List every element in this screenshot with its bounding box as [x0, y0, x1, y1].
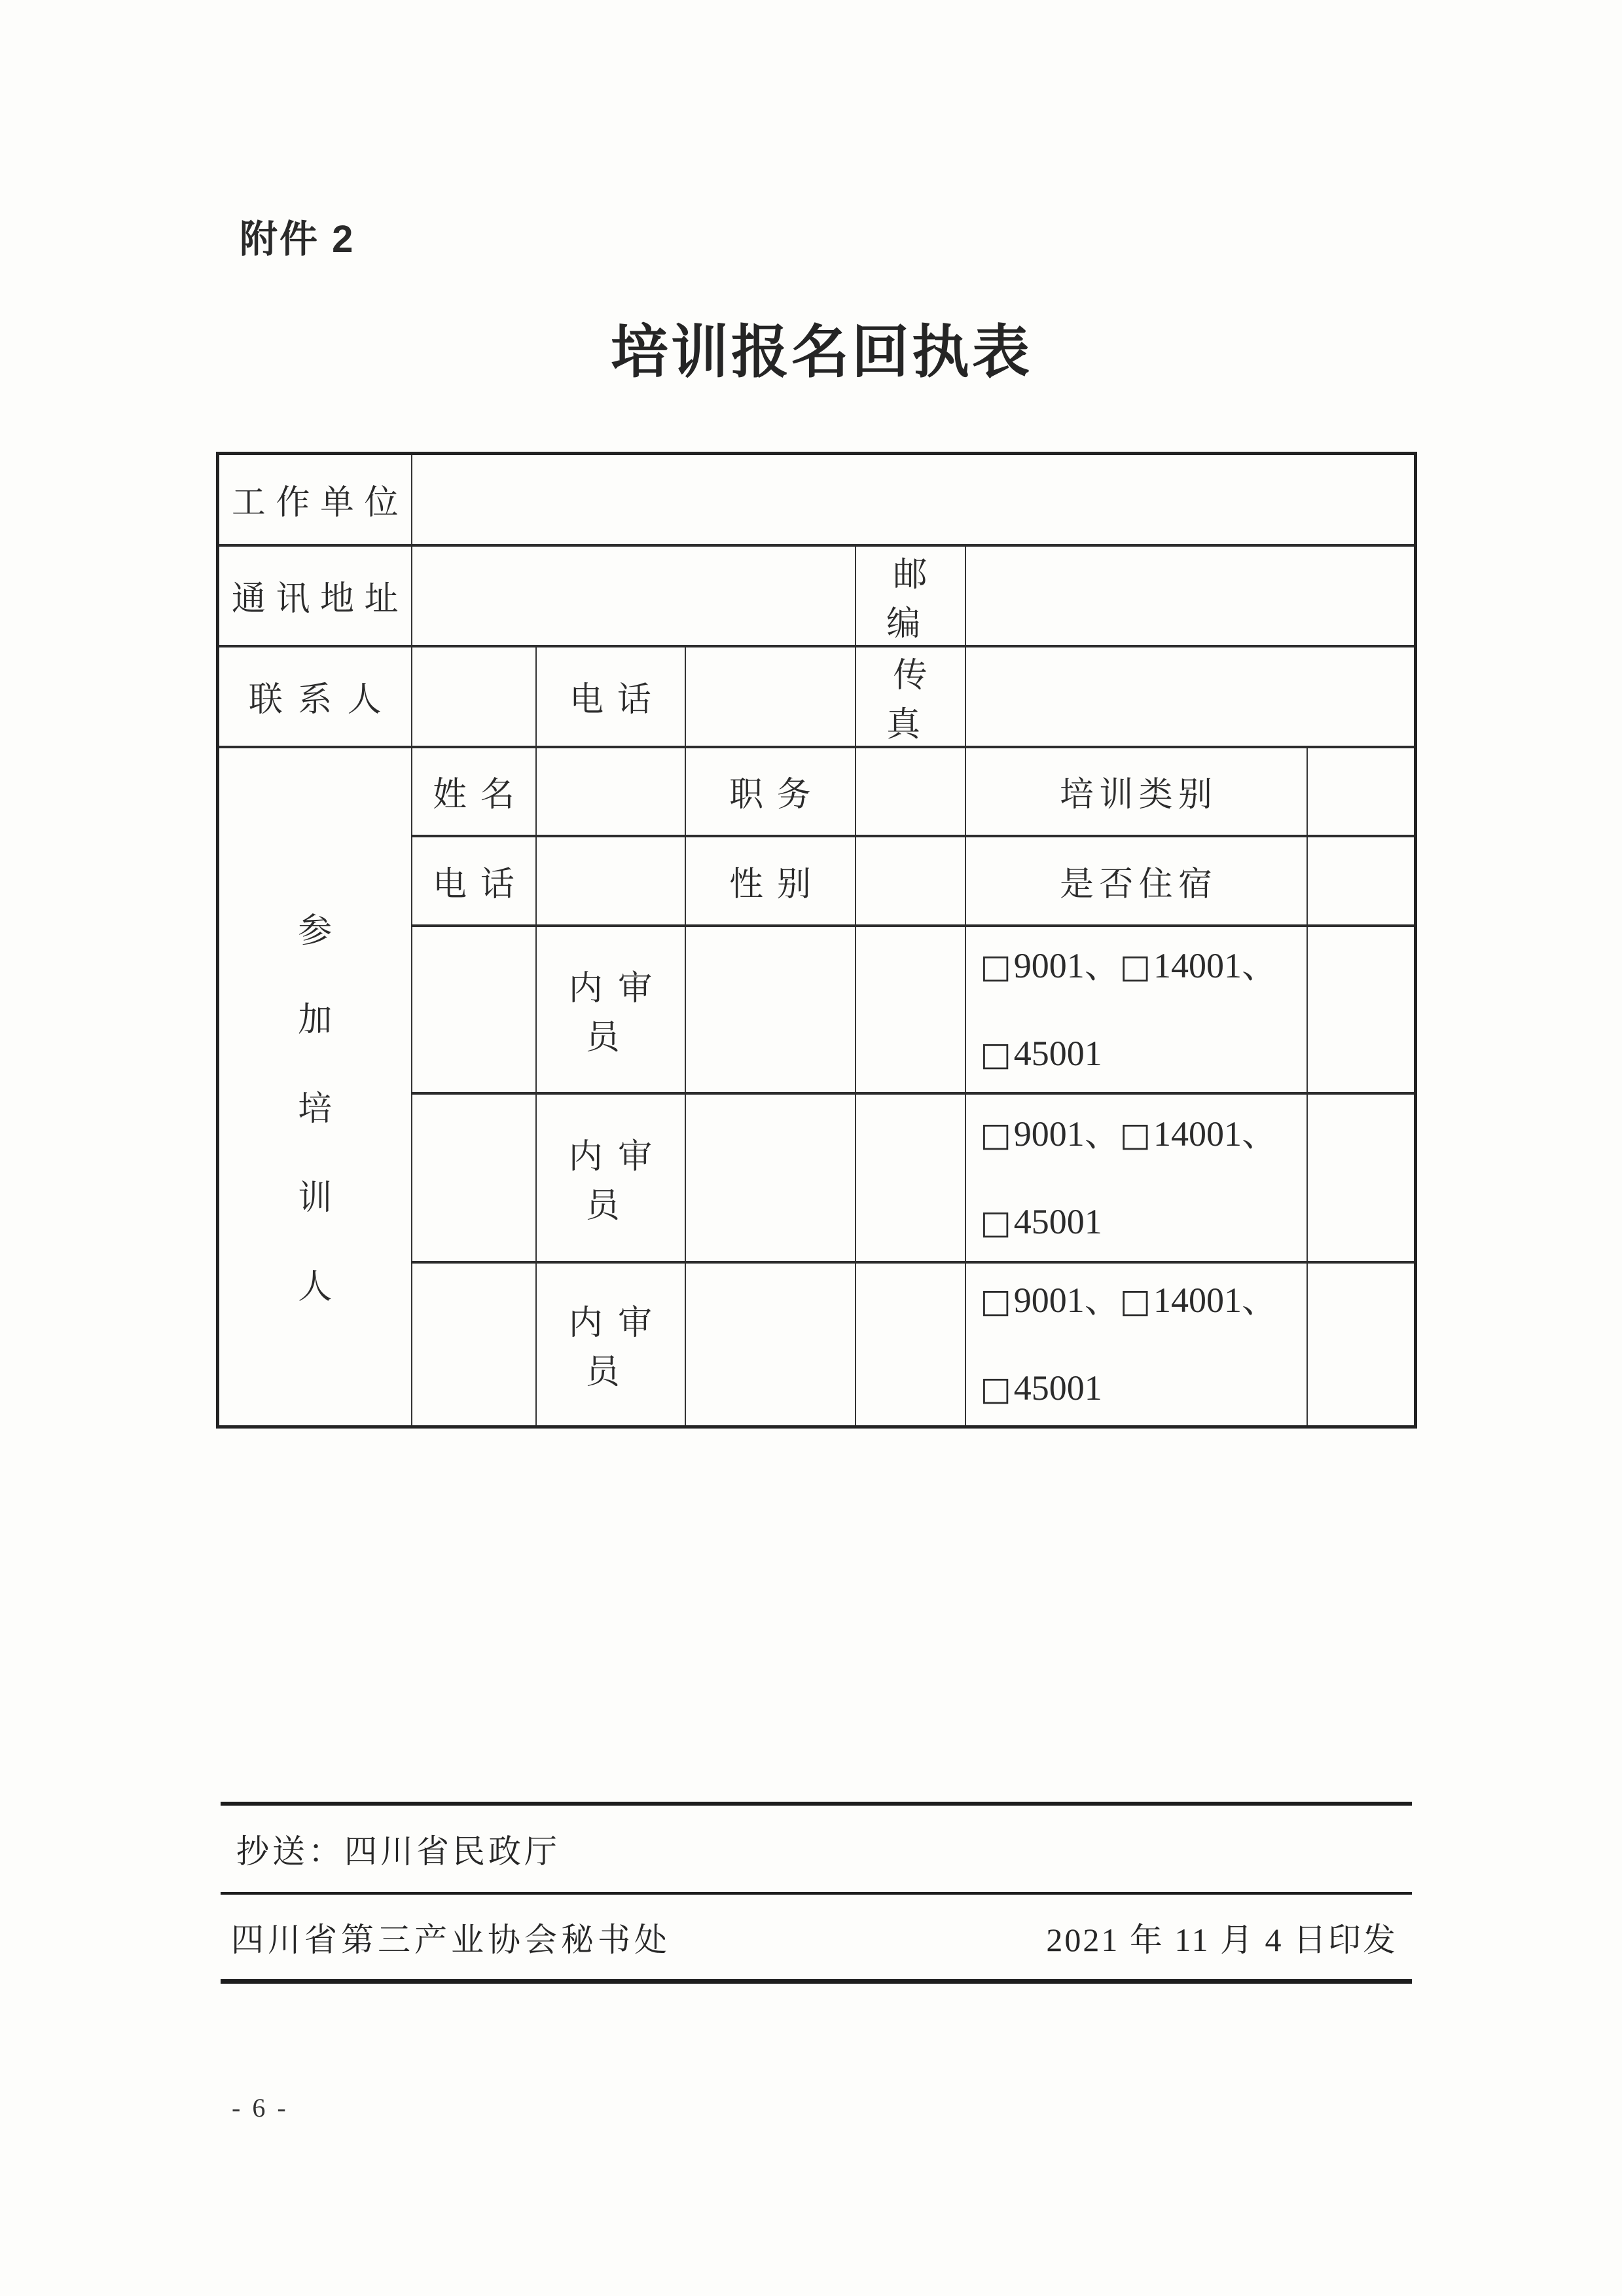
participants-char: 人	[298, 1268, 333, 1306]
option-code: 9001	[1013, 945, 1085, 985]
address-label: 通讯地址	[218, 545, 412, 646]
registration-form-table	[216, 452, 1417, 1429]
option-separator: 、	[1242, 1114, 1277, 1154]
empty-cell	[856, 1093, 965, 1262]
table-row	[218, 646, 1416, 747]
participants-char: 训	[298, 1179, 333, 1217]
participants-label	[218, 747, 412, 1427]
page-number: - 6 -	[232, 2093, 289, 2123]
fax-label: 传真	[856, 646, 965, 747]
option-code: 14001	[1153, 1281, 1242, 1321]
empty-cell	[685, 926, 856, 1093]
phone-value-cell	[685, 646, 856, 747]
participant-name-cell	[412, 926, 536, 1093]
attachment-label: 附件 2	[240, 218, 355, 261]
fax-value-cell	[965, 646, 1416, 747]
training-options-cell	[965, 1093, 1307, 1262]
training-category-value-cell	[1307, 747, 1416, 836]
checkbox-14001-icon: □	[1119, 947, 1151, 985]
empty-cell	[685, 1262, 856, 1427]
page-title: 培训报名回执表	[610, 319, 1032, 384]
lodging-value-cell	[1307, 836, 1416, 926]
postal-code-value-cell	[965, 545, 1416, 646]
options-line-2	[981, 1370, 1102, 1406]
option-separator: 、	[1084, 945, 1120, 985]
option-code: 14001	[1153, 945, 1242, 985]
training-options-cell	[965, 1262, 1307, 1427]
issuer-row	[221, 1895, 1412, 1979]
training-category-label: 培训类别	[965, 747, 1307, 836]
participant-phone-value-cell	[536, 836, 685, 926]
option-separator: 、	[1084, 1114, 1120, 1154]
cc-text: 抄送：四川省民政厅	[236, 1833, 560, 1870]
empty-cell	[1307, 926, 1416, 1093]
options-line-1	[981, 1116, 1278, 1152]
option-code: 45001	[1013, 1033, 1102, 1073]
lodging-label: 是否住宿	[965, 836, 1307, 926]
option-code: 9001	[1013, 1114, 1085, 1154]
checkbox-9001-icon: □	[980, 1115, 1011, 1154]
gender-label: 性别	[685, 836, 856, 926]
option-separator: 、	[1084, 1281, 1120, 1321]
postal-code-label: 邮编	[856, 545, 965, 646]
options-line-2	[980, 1201, 1102, 1241]
table-row	[218, 545, 1416, 646]
options-line-1	[980, 945, 1278, 985]
name-label: 姓名	[412, 747, 536, 836]
participants-char: 培	[298, 1090, 333, 1128]
participants-vertical-text	[219, 869, 411, 1305]
participants-char: 参	[298, 912, 333, 950]
participant-name-cell	[412, 1262, 536, 1427]
auditor-role-label: 内审员	[536, 1093, 685, 1262]
checkbox-9001-icon: □	[980, 1282, 1011, 1321]
auditor-role-label: 内审员	[536, 1262, 685, 1427]
empty-cell	[856, 926, 965, 1093]
checkbox-14001-icon: □	[1119, 1282, 1151, 1321]
empty-cell	[856, 1262, 965, 1427]
training-options	[966, 1283, 1307, 1406]
document-footer	[221, 1802, 1412, 1984]
option-separator: 、	[1242, 945, 1277, 985]
issue-date-text: 2021 年 11 月 4 日印发	[1046, 1921, 1397, 1958]
phone-label: 电话	[536, 646, 685, 747]
footer-bottom-rule	[221, 1979, 1412, 1984]
contact-value-cell	[412, 646, 536, 747]
issuer-text: 四川省第三产业协会秘书处	[231, 1921, 671, 1958]
checkbox-45001-icon: □	[980, 1203, 1011, 1241]
position-value-cell	[856, 747, 965, 836]
options-line-1	[980, 1281, 1278, 1321]
participant-name-cell	[412, 1093, 536, 1262]
name-value-cell	[536, 747, 685, 836]
work-unit-label: 工作单位	[218, 454, 412, 545]
training-options	[966, 945, 1307, 1073]
option-code: 45001	[1013, 1368, 1102, 1408]
training-options	[966, 1116, 1307, 1239]
table-row	[218, 747, 1416, 836]
empty-cell	[1307, 1093, 1416, 1262]
empty-cell	[1307, 1262, 1416, 1427]
checkbox-45001-icon: □	[980, 1370, 1011, 1408]
option-code: 14001	[1153, 1114, 1242, 1154]
option-code: 9001	[1013, 1281, 1085, 1321]
contact-label: 联系人	[218, 646, 412, 747]
participants-char: 加	[298, 1001, 333, 1039]
option-code: 45001	[1013, 1201, 1102, 1241]
cc-row	[221, 1806, 1412, 1892]
participant-phone-label: 电话	[412, 836, 536, 926]
work-unit-value-cell	[412, 454, 1416, 545]
table-row	[218, 454, 1416, 545]
checkbox-45001-icon: □	[980, 1034, 1011, 1073]
address-value-cell	[412, 545, 856, 646]
options-line-2	[980, 1033, 1102, 1073]
checkbox-14001-icon: □	[1119, 1115, 1151, 1154]
position-label: 职务	[685, 747, 856, 836]
option-separator: 、	[1242, 1281, 1277, 1321]
auditor-role-label: 内审员	[536, 926, 685, 1093]
gender-value-cell	[856, 836, 965, 926]
checkbox-9001-icon: □	[980, 947, 1011, 985]
training-options-cell	[965, 926, 1307, 1093]
empty-cell	[685, 1093, 856, 1262]
